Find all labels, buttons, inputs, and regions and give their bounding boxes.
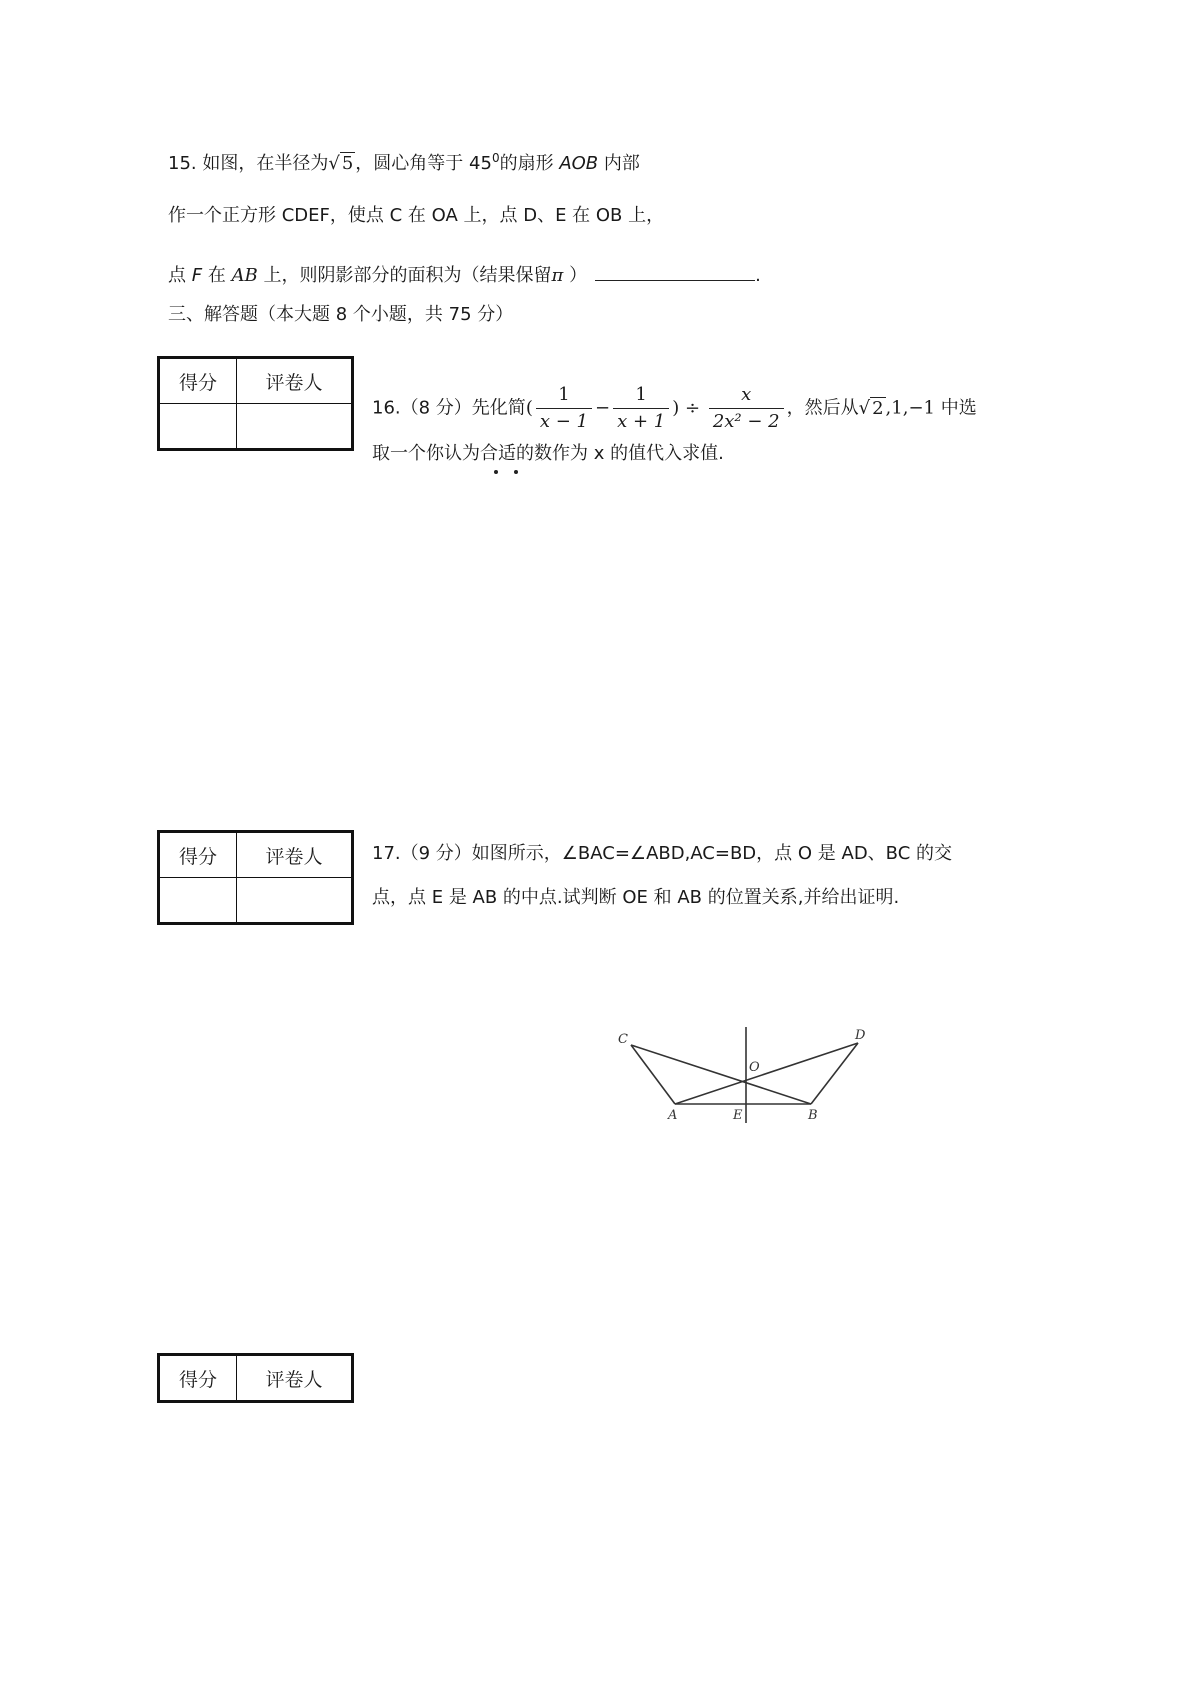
sqrt-5: √ 5 xyxy=(328,153,354,174)
emphasis-dot-2 xyxy=(514,470,518,474)
q15-period: . xyxy=(755,265,761,286)
q15-text-b: ，圆心角等于 45 xyxy=(355,153,492,174)
left-paren: ( xyxy=(525,397,533,419)
segment-ca xyxy=(631,1045,675,1104)
q15-text-a: 15. 如图，在半径为 xyxy=(168,153,329,174)
score-header: 得分 xyxy=(159,358,237,404)
q15-line3 xyxy=(168,262,761,285)
grader-header: 评卷人 xyxy=(237,1355,353,1402)
fraction-1 xyxy=(536,386,592,431)
q16-suffix: 中选 xyxy=(940,397,977,419)
score-table-18 xyxy=(157,1353,354,1403)
q15-text-d: 内部 xyxy=(603,153,640,174)
fraction-1-numerator: 1 xyxy=(536,386,592,409)
label-b: B xyxy=(808,1108,818,1123)
label-a: A xyxy=(668,1108,678,1123)
point-f: F xyxy=(191,265,203,286)
sqrt-5-radicand: 5 xyxy=(341,153,354,174)
q15-text-c: 的扇形 xyxy=(499,153,554,174)
section-3-heading: 三、解答题（本大题 8 个小题，共 75 分） xyxy=(168,304,514,325)
fraction-2-denominator: x + 1 xyxy=(617,411,666,432)
fraction-1-denominator: x − 1 xyxy=(539,411,588,432)
right-paren: ) xyxy=(672,397,680,419)
score-header: 得分 xyxy=(159,832,237,878)
fraction-2 xyxy=(613,386,669,431)
answer-blank-15[interactable] xyxy=(595,262,755,281)
score-header: 得分 xyxy=(159,1355,237,1402)
q15-line2: 作一个正方形 CDEF，使点 C 在 OA 上，点 D、E 在 OB 上， xyxy=(168,205,665,226)
q16-prefix: 16.（8 分）先化简 xyxy=(372,397,526,419)
q16-line1 xyxy=(372,386,977,431)
grader-cell[interactable] xyxy=(237,878,353,924)
division-sign: ÷ xyxy=(684,397,701,419)
score-table-17 xyxy=(157,830,354,925)
sqrt-2: √ 2 xyxy=(858,397,884,419)
grader-header: 评卷人 xyxy=(237,358,353,404)
segment-ad xyxy=(675,1043,858,1104)
label-c: C xyxy=(618,1032,628,1047)
q17-line2: 点，点 E 是 AB 的中点.试判断 OE 和 AB 的位置关系,并给出证明. xyxy=(372,887,900,908)
emphasis-dot-1 xyxy=(494,470,498,474)
q15-line3-a: 点 xyxy=(168,265,186,286)
q15-line3-d: ） xyxy=(569,265,588,286)
choice-values: ,1,−1 xyxy=(885,397,935,419)
score-cell[interactable] xyxy=(159,404,237,450)
label-e: E xyxy=(733,1108,743,1123)
sector-name: AOB xyxy=(559,153,599,174)
q17-line1: 17.（9 分）如图所示，∠BAC=∠ABD,AC=BD，点 O 是 AD、BC 的交 xyxy=(372,843,952,864)
grader-cell[interactable] xyxy=(237,404,353,450)
fraction-2-numerator: 1 xyxy=(613,386,669,409)
degree-superscript: 0 xyxy=(491,151,500,165)
geometry-figure-17 xyxy=(615,1025,875,1135)
q15-line1 xyxy=(168,152,640,173)
label-o: O xyxy=(749,1060,760,1075)
figure-lines xyxy=(631,1027,858,1123)
sqrt-2-radicand: 2 xyxy=(872,397,884,419)
fraction-3-denominator: 2x² − 2 xyxy=(712,411,780,432)
score-table-16 xyxy=(157,356,354,451)
minus-sign: − xyxy=(594,397,611,419)
grader-header: 评卷人 xyxy=(237,832,353,878)
q15-line3-b: 在 xyxy=(207,265,226,286)
fraction-3 xyxy=(709,386,784,431)
score-cell[interactable] xyxy=(159,878,237,924)
segment-cb xyxy=(631,1045,811,1104)
q16-mid-text: ，然后从 xyxy=(786,397,859,419)
arc-ab: AB xyxy=(231,265,258,286)
q15-line3-c: 上，则阴影部分的面积为（结果保留 xyxy=(263,265,552,286)
label-d: D xyxy=(855,1028,866,1043)
fraction-3-numerator: x xyxy=(709,386,784,409)
segment-bd xyxy=(811,1043,858,1104)
pi-symbol: π xyxy=(551,265,564,286)
q16-line2: 取一个你认为合适的数作为 x 的值代入求值. xyxy=(372,443,724,464)
